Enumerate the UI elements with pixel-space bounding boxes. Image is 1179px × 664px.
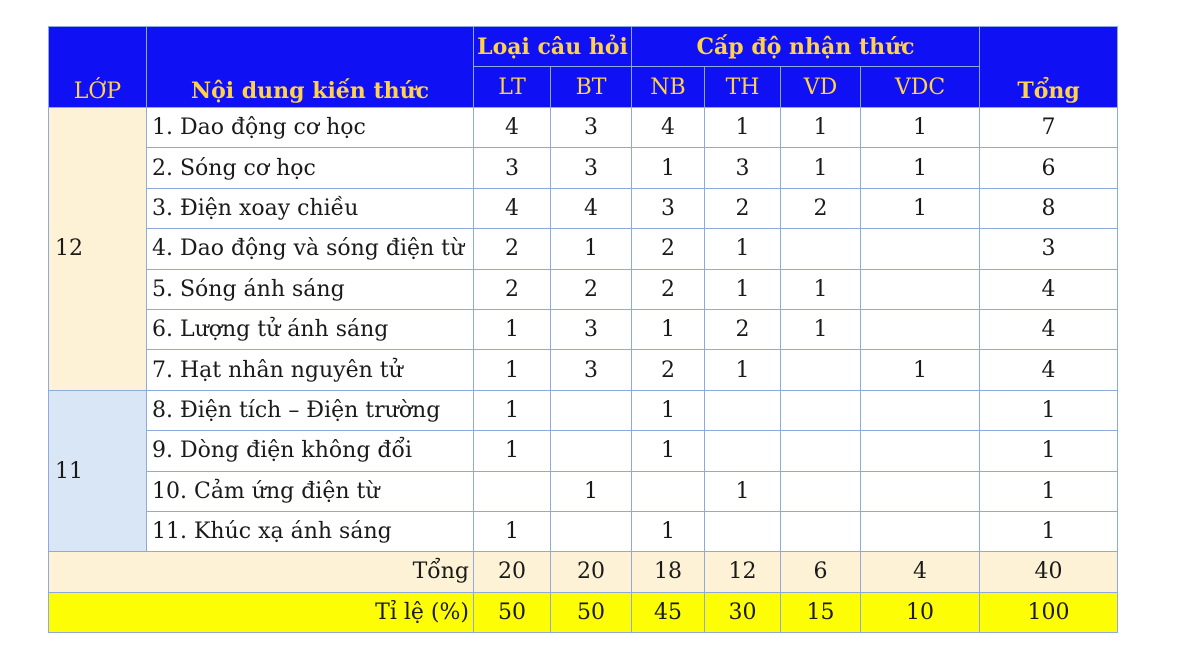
table-row — [49, 431, 1118, 471]
cell-bt: 2 — [551, 269, 632, 309]
cell-th — [705, 431, 781, 471]
header-col-bt: BT — [551, 67, 632, 108]
cell-bt: 1 — [551, 471, 632, 511]
cell-th: 1 — [705, 471, 781, 511]
summary-cell-total: 100 — [980, 592, 1118, 632]
header-loai-cau-hoi: Loại câu hỏi — [474, 27, 632, 67]
cell-vd — [781, 471, 861, 511]
cell-total: 4 — [980, 309, 1118, 349]
cell-lt: 1 — [474, 309, 551, 349]
summary-cell-th: 30 — [705, 592, 781, 632]
summary-cell-vdc: 10 — [861, 592, 980, 632]
cell-bt: 3 — [551, 350, 632, 390]
header-col-lt: LT — [474, 67, 551, 108]
summary-total-row — [49, 552, 1118, 592]
cell-vdc — [861, 309, 980, 349]
cell-total: 1 — [980, 471, 1118, 511]
summary-ratio-row — [49, 592, 1118, 632]
header-lop: LỚP — [49, 27, 147, 108]
cell-total: 4 — [980, 269, 1118, 309]
cell-th: 1 — [705, 269, 781, 309]
cell-vd: 2 — [781, 188, 861, 228]
cell-total: 4 — [980, 350, 1118, 390]
header-col-vd: VD — [781, 67, 861, 108]
cell-vd — [781, 350, 861, 390]
grade-label: 11 — [49, 390, 147, 552]
cell-vd — [781, 390, 861, 430]
topic-name: 7. Hạt nhân nguyên tử — [147, 350, 474, 390]
cell-bt — [551, 511, 632, 551]
cell-lt: 4 — [474, 188, 551, 228]
summary-cell-th: 12 — [705, 552, 781, 592]
cell-nb: 1 — [632, 431, 705, 471]
summary-cell-lt: 20 — [474, 552, 551, 592]
cell-nb: 2 — [632, 229, 705, 269]
summary-cell-lt: 50 — [474, 592, 551, 632]
table-row — [49, 188, 1118, 228]
topic-name: 2. Sóng cơ học — [147, 148, 474, 188]
cell-total: 1 — [980, 390, 1118, 430]
cell-total: 7 — [980, 108, 1118, 148]
header-noi-dung: Nội dung kiến thức — [147, 27, 474, 108]
cell-vd — [781, 229, 861, 269]
table-row — [49, 390, 1118, 430]
cell-bt: 3 — [551, 108, 632, 148]
cell-bt — [551, 431, 632, 471]
topic-name: 6. Lượng tử ánh sáng — [147, 309, 474, 349]
summary-cell-bt: 50 — [551, 592, 632, 632]
cell-th: 1 — [705, 108, 781, 148]
table-row — [49, 350, 1118, 390]
cell-total: 6 — [980, 148, 1118, 188]
cell-vd — [781, 431, 861, 471]
summary-cell-vd: 6 — [781, 552, 861, 592]
cell-lt: 3 — [474, 148, 551, 188]
summary-cell-nb: 18 — [632, 552, 705, 592]
cell-vd — [781, 511, 861, 551]
header-cap-do: Cấp độ nhận thức — [632, 27, 980, 67]
table-row — [49, 229, 1118, 269]
cell-bt — [551, 390, 632, 430]
cell-total: 8 — [980, 188, 1118, 228]
cell-lt: 2 — [474, 269, 551, 309]
summary-label: Tỉ lệ (%) — [49, 592, 474, 632]
cell-lt — [474, 471, 551, 511]
grade-label: 12 — [49, 108, 147, 391]
cell-total: 3 — [980, 229, 1118, 269]
cell-vdc: 1 — [861, 108, 980, 148]
table-row — [49, 511, 1118, 551]
cell-th — [705, 390, 781, 430]
summary-cell-vdc: 4 — [861, 552, 980, 592]
knowledge-matrix-table — [48, 26, 1118, 633]
matrix-body — [49, 108, 1118, 633]
cell-nb: 1 — [632, 309, 705, 349]
cell-total: 1 — [980, 431, 1118, 471]
cell-vdc — [861, 431, 980, 471]
cell-vd: 1 — [781, 269, 861, 309]
topic-name: 10. Cảm ứng điện từ — [147, 471, 474, 511]
summary-cell-bt: 20 — [551, 552, 632, 592]
summary-cell-total: 40 — [980, 552, 1118, 592]
header-col-th: TH — [705, 67, 781, 108]
cell-nb: 1 — [632, 390, 705, 430]
cell-vd: 1 — [781, 148, 861, 188]
cell-vd: 1 — [781, 108, 861, 148]
cell-lt: 1 — [474, 511, 551, 551]
cell-lt: 1 — [474, 431, 551, 471]
cell-total: 1 — [980, 511, 1118, 551]
cell-lt: 1 — [474, 350, 551, 390]
cell-bt: 4 — [551, 188, 632, 228]
cell-nb: 2 — [632, 269, 705, 309]
cell-vd: 1 — [781, 309, 861, 349]
summary-cell-vd: 15 — [781, 592, 861, 632]
topic-name: 8. Điện tích – Điện trường — [147, 390, 474, 430]
cell-vdc: 1 — [861, 148, 980, 188]
cell-th: 1 — [705, 350, 781, 390]
cell-vdc — [861, 511, 980, 551]
summary-cell-nb: 45 — [632, 592, 705, 632]
table-row — [49, 269, 1118, 309]
cell-th: 3 — [705, 148, 781, 188]
topic-name: 1. Dao động cơ học — [147, 108, 474, 148]
topic-name: 11. Khúc xạ ánh sáng — [147, 511, 474, 551]
cell-nb: 2 — [632, 350, 705, 390]
topic-name: 9. Dòng điện không đổi — [147, 431, 474, 471]
cell-vdc — [861, 229, 980, 269]
cell-th — [705, 511, 781, 551]
table-row — [49, 471, 1118, 511]
cell-nb — [632, 471, 705, 511]
cell-nb: 1 — [632, 511, 705, 551]
table-row — [49, 108, 1118, 148]
header-tong: Tổng — [980, 27, 1118, 108]
cell-th: 2 — [705, 309, 781, 349]
table-row — [49, 309, 1118, 349]
topic-name: 4. Dao động và sóng điện từ — [147, 229, 474, 269]
table-row — [49, 148, 1118, 188]
header-col-nb: NB — [632, 67, 705, 108]
cell-vdc: 1 — [861, 350, 980, 390]
cell-nb: 1 — [632, 148, 705, 188]
cell-lt: 4 — [474, 108, 551, 148]
cell-vdc — [861, 390, 980, 430]
topic-name: 3. Điện xoay chiều — [147, 188, 474, 228]
cell-nb: 4 — [632, 108, 705, 148]
cell-th: 1 — [705, 229, 781, 269]
topic-name: 5. Sóng ánh sáng — [147, 269, 474, 309]
cell-vdc — [861, 269, 980, 309]
cell-bt: 3 — [551, 148, 632, 188]
cell-lt: 2 — [474, 229, 551, 269]
cell-nb: 3 — [632, 188, 705, 228]
summary-label: Tổng — [49, 552, 474, 592]
header-col-vdc: VDC — [861, 67, 980, 108]
cell-vdc — [861, 471, 980, 511]
cell-lt: 1 — [474, 390, 551, 430]
cell-vdc: 1 — [861, 188, 980, 228]
cell-th: 2 — [705, 188, 781, 228]
cell-bt: 3 — [551, 309, 632, 349]
cell-bt: 1 — [551, 229, 632, 269]
